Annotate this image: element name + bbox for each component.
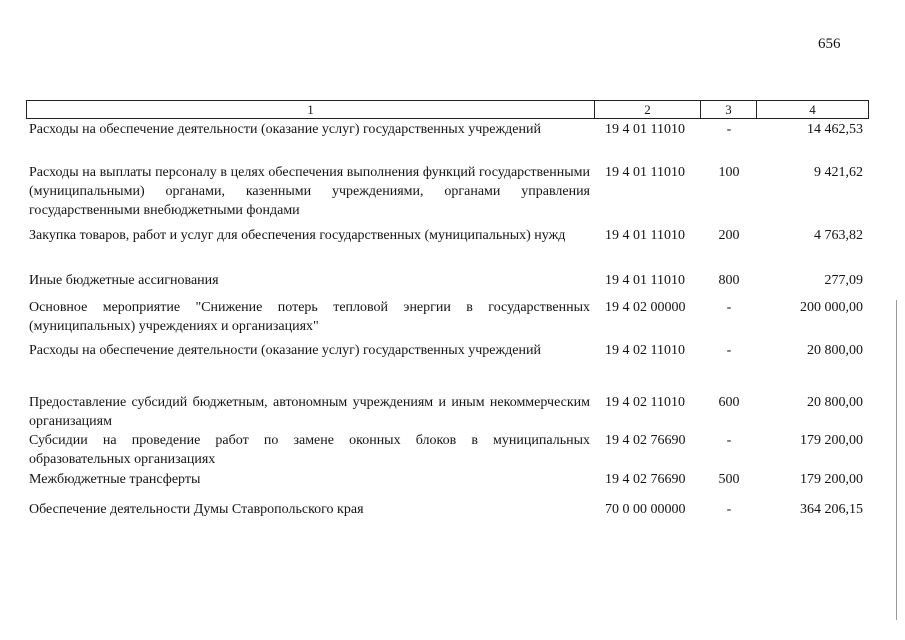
row-name: Обеспечение деятельности Думы Ставропольского края xyxy=(29,502,364,517)
row-amount: 179 200,00 xyxy=(800,472,863,487)
row-name: Расходы на обеспечение деятельности (оказание услуг) государственных учреждений xyxy=(29,343,541,358)
row-name: Субсидии на проведение работ по замене оконных блоков в муниципальных образовательных организациях xyxy=(29,433,590,467)
scan-edge-line xyxy=(896,300,897,620)
row-expense-type: 800 xyxy=(718,273,740,288)
row-code: 19 4 01 11010 xyxy=(605,228,685,243)
row-name: Иные бюджетные ассигнования xyxy=(29,273,219,288)
row-code: 19 4 01 11010 xyxy=(605,273,685,288)
row-expense-type: - xyxy=(726,300,732,315)
header-col-3: 3 xyxy=(701,101,757,118)
row-expense-type: 100 xyxy=(718,165,740,180)
row-name: Расходы на обеспечение деятельности (оказание услуг) государственных учреждений xyxy=(29,122,541,137)
page-number: 656 xyxy=(818,36,841,52)
row-expense-type: 600 xyxy=(718,395,740,410)
row-expense-type: - xyxy=(726,122,732,137)
row-amount: 20 800,00 xyxy=(807,343,863,358)
header-col-2: 2 xyxy=(595,101,701,118)
row-expense-type: 500 xyxy=(718,472,740,487)
row-amount: 9 421,62 xyxy=(814,165,863,180)
header-col-4: 4 xyxy=(809,102,816,117)
header-col-1: 1 xyxy=(27,101,595,118)
row-amount: 4 763,82 xyxy=(814,228,863,243)
row-name: Предоставление субсидий бюджетным, автономным учреждениям и иным некоммерческим организациям xyxy=(29,395,590,429)
row-code: 19 4 02 11010 xyxy=(605,395,685,410)
row-amount: 277,09 xyxy=(824,273,863,288)
row-expense-type: - xyxy=(726,502,732,517)
row-code: 19 4 01 11010 xyxy=(605,165,685,180)
row-amount: 200 000,00 xyxy=(800,300,863,315)
row-expense-type: 200 xyxy=(718,228,740,243)
row-name: Основное мероприятие "Снижение потерь тепловой энергии в государственных (муниципальных) учреждениях и организациях" xyxy=(29,300,590,334)
row-amount: 179 200,00 xyxy=(800,433,863,448)
row-code: 19 4 02 76690 xyxy=(605,433,686,448)
row-code: 19 4 02 11010 xyxy=(605,343,685,358)
row-name: Закупка товаров, работ и услуг для обеспечения государственных (муниципальных) нужд xyxy=(29,228,566,243)
row-expense-type: - xyxy=(726,433,732,448)
row-name: Межбюджетные трансферты xyxy=(29,472,201,487)
row-code: 70 0 00 00000 xyxy=(605,502,686,517)
row-amount: 364 206,15 xyxy=(800,502,863,517)
row-amount: 14 462,53 xyxy=(807,122,863,137)
row-amount: 20 800,00 xyxy=(807,395,863,410)
row-code: 19 4 02 00000 xyxy=(605,300,686,315)
row-code: 19 4 02 76690 xyxy=(605,472,686,487)
row-code: 19 4 01 11010 xyxy=(605,122,685,137)
row-expense-type: - xyxy=(726,343,732,358)
table-header-row xyxy=(26,100,869,119)
row-name: Расходы на выплаты персоналу в целях обеспечения выполнения функций государственными (муниципальными) органами, казенными учреждениями, органами управления государственными внебюджетными фондами xyxy=(29,165,590,218)
